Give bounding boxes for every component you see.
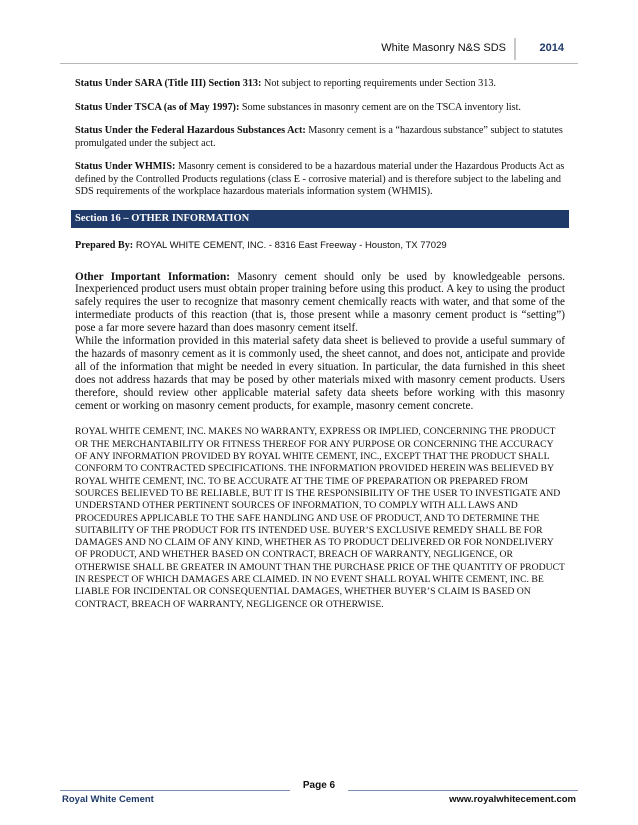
page-footer xyxy=(60,780,578,810)
footer-rule xyxy=(348,790,578,791)
section-heading: Section 16 – OTHER INFORMATION xyxy=(71,210,569,228)
document-year: 2014 xyxy=(539,42,564,54)
page-content xyxy=(75,78,565,611)
footer-company: Royal White Cement xyxy=(62,794,154,805)
prepared-by-label: Prepared By: xyxy=(75,239,134,251)
other-information xyxy=(75,271,565,413)
other-information-text: Masonry cement should only be used by knowledgeable persons. Inexperienced product users must obtain proper training before using this product. A key to using the product safely requires the user to recognize that masonry cement chemically reacts with water, and that some of the intermediate products of this reaction (that is, those present while a masonry cement product is “setting”) pose a far more severe hazard than does masonry cement itself. xyxy=(75,270,565,335)
status-text: Some substances in masonry cement are on the TSCA inventory list. xyxy=(239,101,521,113)
status-whmis xyxy=(75,161,565,199)
document-title: White Masonry N&S SDS xyxy=(381,42,506,54)
header-divider xyxy=(514,38,516,60)
page-number: Page 6 xyxy=(302,780,336,791)
status-label: Status Under SARA (Title III) Section 313: xyxy=(75,78,262,89)
status-fhsa xyxy=(75,125,565,150)
header-rule xyxy=(60,63,578,64)
prepared-by-value: ROYAL WHITE CEMENT, INC. - 8316 East Freeway - Houston, TX 77029 xyxy=(133,239,447,251)
status-sara xyxy=(75,78,565,91)
page-header xyxy=(60,38,578,64)
footer-website: www.royalwhitecement.com xyxy=(449,794,576,805)
status-label: Status Under the Federal Hazardous Substances Act: xyxy=(75,125,306,136)
status-text: Masonry cement is a “hazardous substance” subject to statutes promulgated under the subject act. xyxy=(75,125,563,149)
status-tsca xyxy=(75,102,565,115)
prepared-by xyxy=(75,240,565,251)
warranty-disclaimer: ROYAL WHITE CEMENT, INC. MAKES NO WARRANTY, EXPRESS OR IMPLIED, CONCERNING THE PRODUCT OR THE MERCHANTABILITY OR FITNESS THEREOF FOR ANY PURPOSE OR CONCERNING THE ACCURACY OF ANY INFORMATION PROVIDED BY ROYAL WHITE CEMENT, INC., EXCEPT THAT THE PRODUCT SHALL CONFORM TO CONTRACTED SPECIFICATIONS. THE INFORMATION PROVIDED HEREIN WAS BELIEVED BY ROYAL WHITE CEMENT, INC. TO BE ACCURATE AT THE TIME OF PREPARATION OR PREPARED FROM SOURCES BELIEVED TO BE RELIABLE, BUT IT IS THE RESPONSIBILITY OF THE USER TO INVESTIGATE AND UNDERSTAND OTHER PERTINENT SOURCES OF INFORMATION, TO COMPLY WITH ALL LAWS AND PROCEDURES APPLICABLE TO THE SAFE HANDLING AND USE OF PRODUCT, AND TO DETERMINE THE SUITABILITY OF THE PRODUCT FOR ITS INTENDED USE. BUYER’S EXCLUSIVE REMEDY SHALL BE FOR DAMAGES AND NO CLAIM OF ANY KIND, WHETHER AS TO PRODUCT DELIVERED OR FOR NONDELIVERY OF PRODUCT, AND WHETHER BASED ON CONTRACT, BREACH OF WARRANTY, NEGLIGENCE, OR OTHERWISE SHALL BE GREATER IN AMOUNT THAN THE PURCHASE PRICE OF THE QUANTITY OF PRODUCT IN RESPECT OF WHICH DAMAGES ARE CLAIMED. IN NO EVENT SHALL ROYAL WHITE CEMENT, INC. BE LIABLE FOR INCIDENTAL OR CONSEQUENTIAL DAMAGES, WHETHER BUYER’S CLAIM IS BASED ON CONTRACT, BREACH OF WARRANTY, NEGLIGENCE OR OTHERWISE. xyxy=(75,426,565,610)
status-label: Status Under TSCA (as of May 1997): xyxy=(75,101,240,113)
other-information-text-2: While the information provided in this material safety data sheet is believed to provide a useful summary of the hazards of masonry cement as it is commonly used, the sheet cannot, and does not, anticipate and provide all of the information that might be needed in every situation. In particular, the data furnished in this sheet does not address hazards that may be posed by other materials mixed with masonry cement products. Users therefore, should review other applicable material safety data sheets before working with this masonry cement or working on masonry cement products, for example, masonry cement concrete. xyxy=(75,335,565,412)
status-text: Masonry cement is considered to be a hazardous material under the Hazardous Products Act as defined by the Controlled Products regulations (class E - corrosive material) and is therefore subject to the labeling and SDS requirements of the workplace hazardous materials information system (WHMIS). xyxy=(75,161,565,197)
status-label: Status Under WHMIS: xyxy=(75,161,176,172)
status-text: Not subject to reporting requirements under Section 313. xyxy=(261,78,496,89)
other-information-label: Other Important Information: xyxy=(75,270,230,283)
